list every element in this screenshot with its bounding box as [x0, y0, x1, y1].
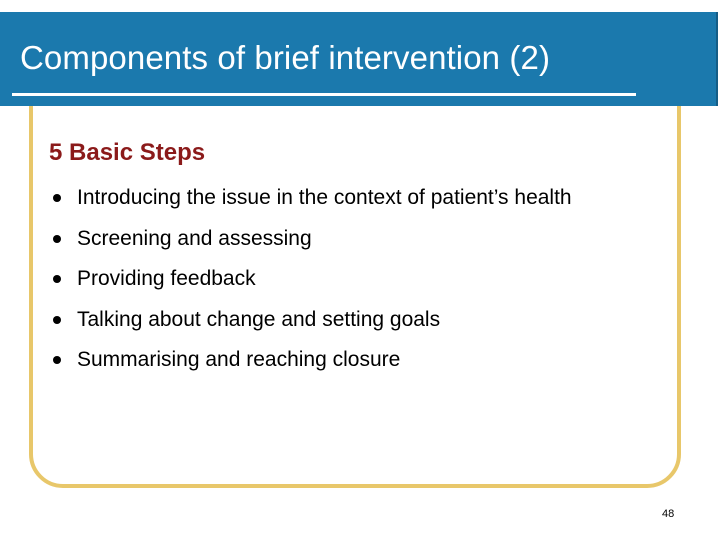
list-item: [49, 300, 572, 341]
bullet-icon: [53, 316, 61, 324]
bullet-icon: [53, 275, 61, 283]
section-heading: 5 Basic Steps: [49, 139, 206, 166]
step-text: Providing feedback: [77, 267, 256, 291]
title-underline: [12, 93, 636, 96]
step-text: Summarising and reaching closure: [77, 348, 401, 372]
slide-title: Components of brief intervention (2): [20, 39, 551, 76]
step-text: Introducing the issue in the context of patient’s health: [77, 186, 572, 210]
title-bar: [0, 12, 718, 106]
step-text: Screening and assessing: [77, 226, 312, 250]
list-item: [49, 219, 572, 260]
page-number: 48: [662, 508, 675, 520]
bullet-icon: [53, 235, 61, 243]
bullet-icon: [53, 356, 61, 364]
list-item: [49, 340, 572, 381]
bullet-icon: [53, 194, 61, 202]
steps-list: [49, 178, 572, 381]
list-item: [49, 178, 572, 219]
step-text: Talking about change and setting goals: [77, 307, 441, 331]
list-item: [49, 259, 572, 300]
